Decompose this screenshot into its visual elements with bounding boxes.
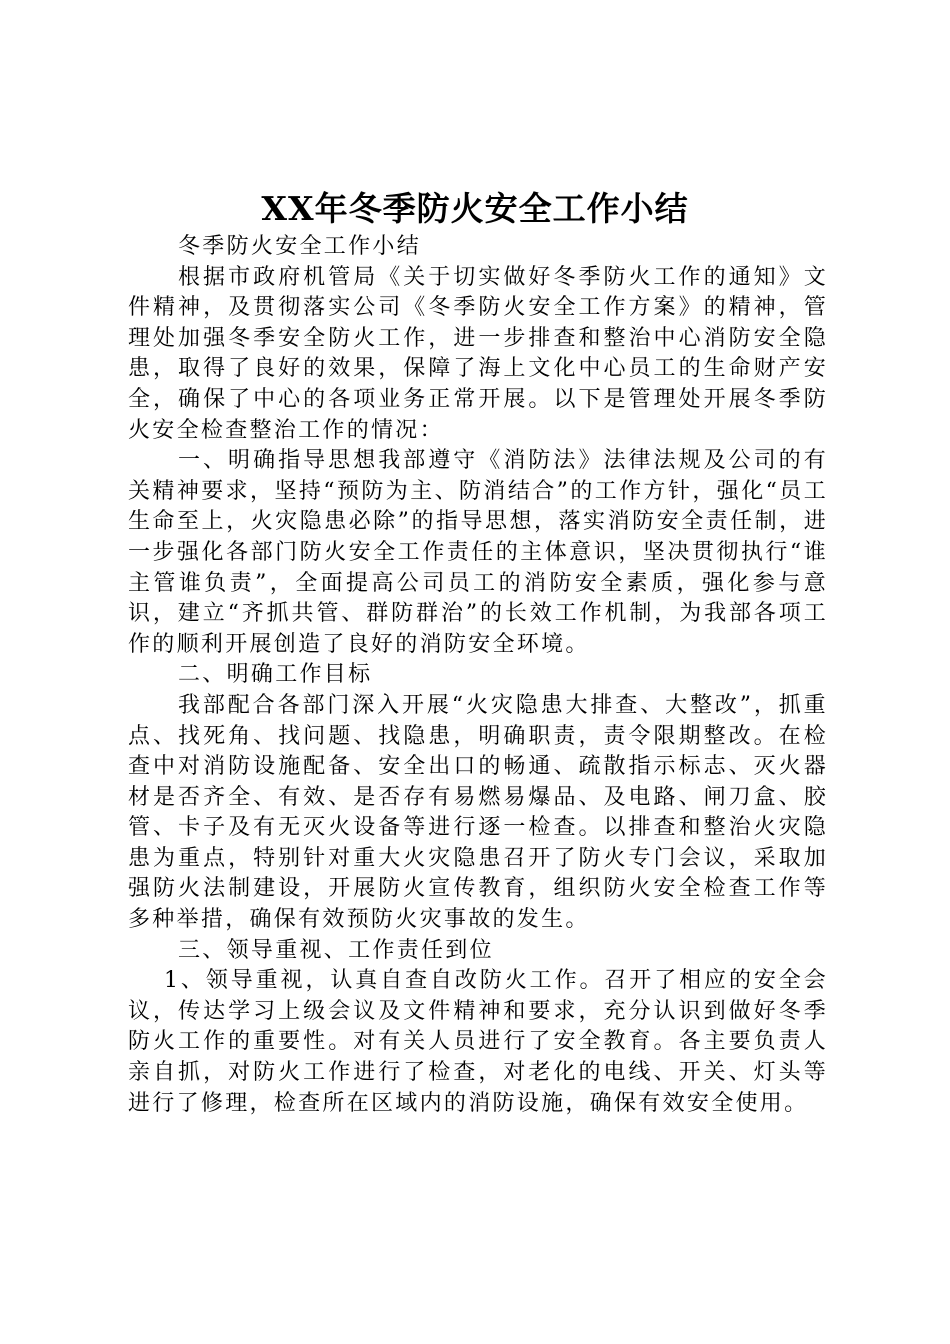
document-body [128,232,828,1119]
paragraph-subtitle: 冬季防火安全工作小结 [178,234,422,259]
paragraph-section-2: 我部配合各部门深入开展“火灾隐患大排查、大整改”，抓重点、找死角、找问题、找隐患，明确职责，责令限期整改。在检查中对消防设施配备、安全出口的畅通、疏散指示标志、灭火器材是否齐全、有效、是否存有易燃易爆品、及电路、闸刀盒、胶管、卡子及有无灭火设备等进行逐一检查。以排查和整治火灾隐患为重点，特别针对重大火灾隐患召开了防火专门会议，采取加强防火法制建设，开展防火宣传教育，组织防火安全检查工作等多种举措，确保有效预防火灾事故的发生。 [128,692,828,933]
paragraph-intro: 根据市政府机管局《关于切实做好冬季防火工作的通知》文件精神，及贯彻落实公司《冬季防火安全工作方案》的精神，管理处加强冬季安全防火工作，进一步排查和整治中心消防安全隐患，取得了良好的效果，保障了海上文化中心员工的生命财产安全，确保了中心的各项业务正常开展。以下是管理处开展冬季防火安全检查整治工作的情况： [128,264,828,443]
paragraph-heading-3: 三、领导重视、工作责任到位 [178,937,494,963]
document-title: XX年冬季防火安全工作小结 [261,189,689,228]
paragraph-section-1: 一、明确指导思想我部遵守《消防法》法律法规及公司的有关精神要求，坚持“预防为主、防消结合”的工作方针，强化“员工生命至上，火灾隐患必除”的指导思想，落实消防安全责任制，进一步强化各部门防火安全工作责任的主体意识，坚决贯彻执行“谁主管谁负责”，全面提高公司员工的消防安全素质，强化参与意识，建立“齐抓共管、群防群治”的长效工作机制，为我部各项工作的顺利开展创造了良好的消防安全环境。 [128,448,828,657]
paragraph-section-3-item-1: 1、领导重视，认真自查自改防火工作。召开了相应的安全会议，传达学习上级会议及文件精神和要求，充分认识到做好冬季防火工作的重要性。对有关人员进行了安全教育。各主要负责人亲自抓，对防火工作进行了检查，对老化的电线、开关、灯头等进行了修理，检查所在区域内的消防设施，确保有效安全使用。 [128,968,828,1116]
paragraph-heading-2: 二、明确工作目标 [178,662,373,688]
